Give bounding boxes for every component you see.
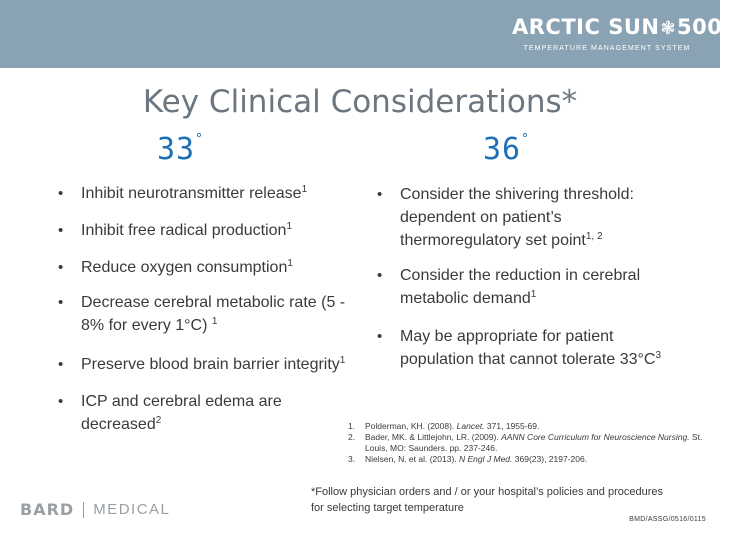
reference-item: 3. Nielsen, N. et al. (2013). N Engl J Med. 369(23), 2197-206. <box>348 454 588 464</box>
right-bullet-list <box>375 183 665 371</box>
brand-name <box>512 14 738 42</box>
brand-name-left: ARCTIC SUN <box>512 15 660 39</box>
degree-symbol: ° <box>521 132 529 147</box>
header-band <box>0 0 738 68</box>
footnote-marker: 3 <box>655 350 662 361</box>
list-item: • May be appropriate for patient population that cannot tolerate $33^\circ C^3$ <box>375 325 665 371</box>
list-item: • Preserve blood brain barrier integrity$^1$ <box>56 353 356 376</box>
list-item: • Consider the shivering threshold: dependent on patient’s thermoregulatory set point$^{1, 2}$ <box>375 183 665 252</box>
footnote-marker: 2 <box>155 415 162 426</box>
reference-item: 2. Bader, MK. & Littlejohn, LR. (2009). AANN Core Curriculum for Neuroscience Nursing. St. Louis, MO: Saunders. pp. 237-246. <box>348 432 703 453</box>
logo-divider <box>83 502 84 518</box>
list-item: • Consider the reduction in cerebral metabolic demand$^1$ <box>375 264 665 310</box>
footnote-marker: 1 <box>530 289 537 300</box>
list-item: • Inhibit neurotransmitter release$^1$ <box>56 182 356 205</box>
physician-orders-note: *Follow physician orders and / or your hospital’s policies and procedures for selecting target temperature <box>311 486 663 514</box>
temperature-33 <box>157 132 203 167</box>
temperature-36-value: 36 <box>483 132 522 167</box>
arctic-sun-logo <box>512 14 738 54</box>
bard-wordmark: BARD <box>20 500 75 519</box>
snowflake-icon: ❃ <box>660 18 677 39</box>
temperature-36 <box>483 132 529 167</box>
degree-symbol: ° <box>195 132 203 147</box>
list-item: • ICP and cerebral edema are decreased$^2$ <box>56 390 356 436</box>
footnote-marker: 1 <box>339 355 346 366</box>
list-item: • Reduce oxygen consumption$^1$ <box>56 256 356 279</box>
left-bullet-list <box>56 182 356 436</box>
medical-wordmark: MEDICAL <box>93 501 171 518</box>
temperature-33-value: 33 <box>157 132 196 167</box>
document-code: BMD/ASSG/0516/0115 <box>629 516 706 523</box>
reference-item: 1. Polderman, KH. (2008). Lancet. 371, 1955-69. <box>348 421 540 431</box>
brand-name-right: 5000 <box>677 15 738 39</box>
list-item: • Decrease cerebral metabolic rate (5 - 8% for every 1°C) $^1$ <box>56 291 356 337</box>
slide-title: Key Clinical Considerations* <box>142 84 578 120</box>
list-item: • Inhibit free radical production$^1$ <box>56 219 356 242</box>
brand-tagline: TEMPERATURE MANAGEMENT SYSTEM <box>523 45 691 52</box>
footnote-marker: 1 <box>287 258 293 269</box>
bard-medical-logo <box>20 500 170 519</box>
footnote-marker: 1, 2 <box>585 231 603 242</box>
footnote-marker: 1 <box>211 316 218 327</box>
footnote-marker: 1 <box>301 184 308 195</box>
footnote-marker: 1 <box>286 221 293 232</box>
references-list <box>348 421 718 465</box>
